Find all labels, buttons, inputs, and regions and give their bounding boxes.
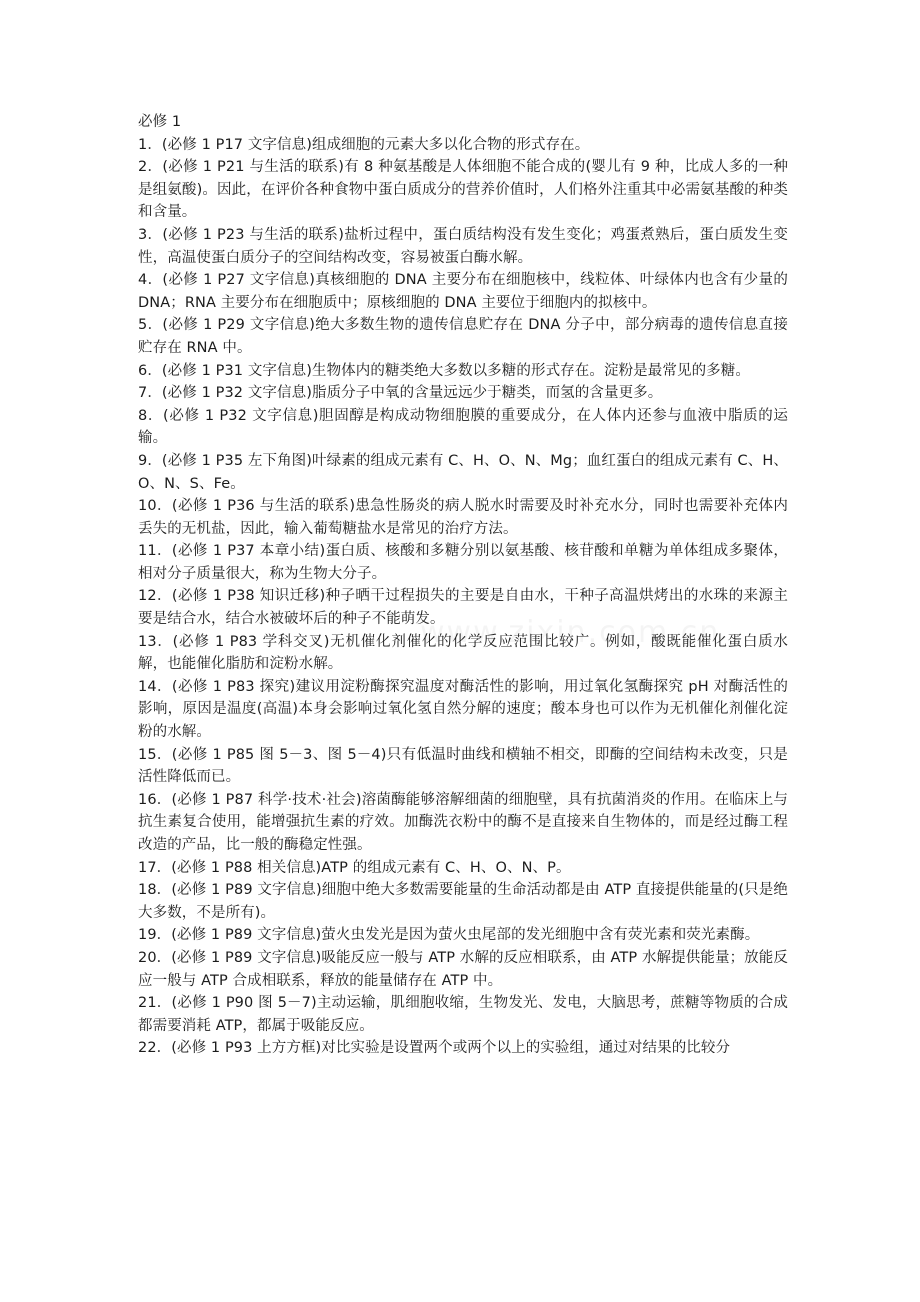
list-item: 18．(必修 1 P89 文字信息)细胞中绝大多数需要能量的生命活动都是由 ATP 直接提供能量的(只是绝大多数，不是所有)。: [138, 882, 788, 921]
list-item: 1．(必修 1 P17 文字信息)组成细胞的元素大多以化合物的形式存在。: [138, 136, 590, 153]
list-item: 15．(必修 1 P85 图 5－3、图 5－4)只有低温时曲线和横轴不相交，即酶的空间结构未改变，只是活性降低而已。: [138, 746, 788, 786]
list-item: 14．(必修 1 P83 探究)建议用淀粉酶探究温度对酶活性的影响，用过氧化氢酶探究 pH 对酶活性的影响，原因是温度(高温)本身会影响过氧化氢自然分解的速度；酸本身也可以作为无机催化剂催化淀粉的水解。: [138, 678, 788, 741]
list-item: 8．(必修 1 P32 文字信息)胆固醇是构成动物细胞膜的重要成分，在人体内还参与血液中脂质的运输。: [138, 407, 788, 447]
list-item: 16．(必修 1 P87 科学·技术·社会)溶菌酶能够溶解细菌的细胞壁，具有抗菌消炎的作用。在临床上与抗生素复合使用，能增强抗生素的疗效。加酶洗衣粉中的酶不是直接来自生物体的，而是经过酶工程改造的产品，比一般的酶稳定性强。: [138, 791, 788, 853]
list-item: 22．(必修 1 P93 上方方框)对比实验是设置两个或两个以上的实验组，通过对结果的比较分: [138, 1040, 731, 1057]
list-item: 2．(必修 1 P21 与生活的联系)有 8 种氨基酸是人体细胞不能合成的(婴儿有 9 种，比成人多的一种是组氨酸)。因此，在评价各种食物中蛋白质成分的营养价值时，人们格外注重其中必需氨基酸的种类和含量。: [138, 159, 788, 221]
document-body: [138, 111, 788, 1060]
list-item: 4．(必修 1 P27 文字信息)真核细胞的 DNA 主要分布在细胞核中，线粒体、叶绿体内也含有少量的 DNA；RNA 主要分布在细胞质中；原核细胞的 DNA 主要位于细胞内的拟核中。: [138, 272, 788, 311]
list-item: 12．(必修 1 P38 知识迁移)种子晒干过程损失的主要是自由水，干种子高温烘烤出的水珠的来源主要是结合水，结合水被破坏后的种子不能萌发。: [138, 588, 788, 628]
list-item: 11．(必修 1 P37 本章小结)蛋白质、核酸和多糖分别以氨基酸、核苷酸和单糖为单体组成多聚体，相对分子质量很大，称为生物大分子。: [138, 543, 788, 582]
list-item: 19．(必修 1 P89 文字信息)萤火虫发光是因为萤火虫尾部的发光细胞中含有荧光素和荧光素酶。: [138, 927, 760, 944]
list-item: 5．(必修 1 P29 文字信息)绝大多数生物的遗传信息贮存在 DNA 分子中，部分病毒的遗传信息直接贮存在 RNA 中。: [138, 317, 788, 356]
list-item: 17．(必修 1 P88 相关信息)ATP 的组成元素有 C、H、O、N、P。: [138, 859, 571, 876]
list-item: 9．(必修 1 P35 左下角图)叶绿素的组成元素有 C、H、O、N、Mg；血红蛋白的组成元素有 C、H、O、N、S、Fe。: [138, 452, 788, 492]
list-item: 10．(必修 1 P36 与生活的联系)患急性肠炎的病人脱水时需要及时补充水分，同时也需要补充体内丢失的无机盐，因此，输入葡萄糖盐水是常见的治疗方法。: [138, 498, 788, 537]
list-item: 7．(必修 1 P32 文字信息)脂质分子中氧的含量远远少于糖类，而氢的含量更多。: [138, 385, 663, 402]
list-item: 20．(必修 1 P89 文字信息)吸能反应一般与 ATP 水解的反应相联系，由 ATP 水解提供能量；放能反应一般与 ATP 合成相联系，释放的能量储存在 ATP 中。: [138, 949, 788, 989]
section-heading: 必修 1: [138, 114, 182, 130]
list-item: 3．(必修 1 P23 与生活的联系)盐析过程中，蛋白质结构没有发生变化；鸡蛋煮熟后，蛋白质发生变性，高温使蛋白质分子的空间结构改变，容易被蛋白酶水解。: [138, 226, 788, 266]
list-item: 21．(必修 1 P90 图 5－7)主动运输，肌细胞收缩，生物发光、发电，大脑思考，蔗糖等物质的合成都需要消耗 ATP，都属于吸能反应。: [138, 995, 788, 1034]
list-item: 13．(必修 1 P83 学科交叉)无机催化剂催化的化学反应范围比较广。例如，酸既能催化蛋白质水解，也能催化脂肪和淀粉水解。: [138, 633, 788, 673]
list-item: 6．(必修 1 P31 文字信息)生物体内的糖类绝大多数以多糖的形式存在。淀粉是最常见的多糖。: [138, 362, 750, 379]
